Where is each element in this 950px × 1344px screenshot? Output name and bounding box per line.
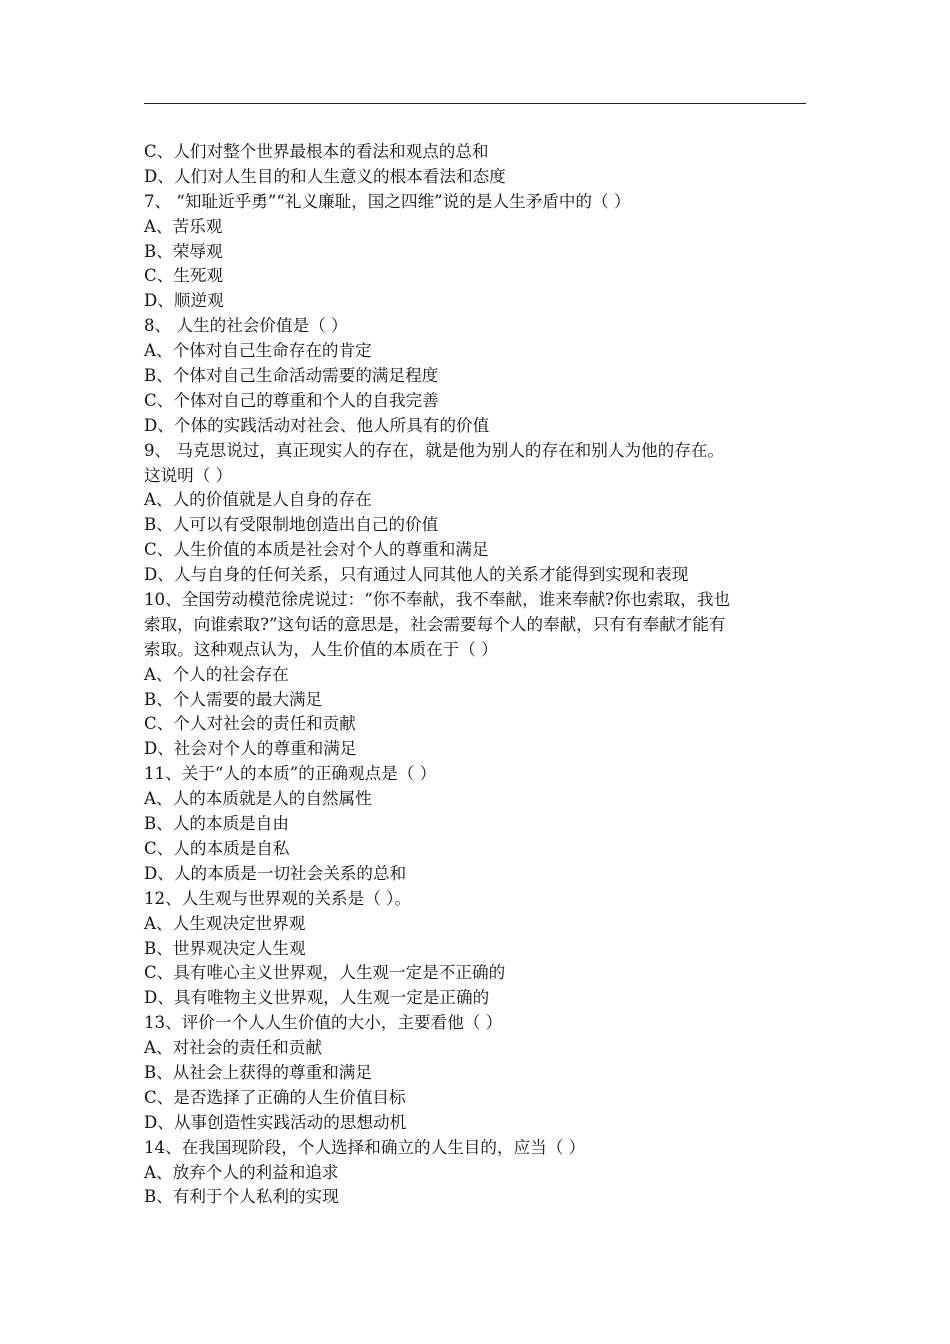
- question-12: 12、人生观与世界观的关系是（ ）。: [144, 888, 411, 908]
- option-b: B、人的本质是自由: [144, 814, 289, 834]
- option-d: D、人与自身的任何关系，只有通过人同其他人的关系才能得到实现和表现: [144, 565, 689, 585]
- header-rule: [144, 103, 806, 104]
- option-a: A、个体对自己生命存在的肯定: [144, 341, 372, 361]
- document-body: [144, 140, 810, 1210]
- option-a: A、苦乐观: [144, 216, 223, 236]
- option-b: B、世界观决定人生观: [144, 938, 306, 958]
- question-8: 8、 人生的社会价值是（ ）: [144, 316, 348, 336]
- question-9: 9、 马克思说过，真正现实人的存在，就是他为别人的存在和别人为他的存在。: [144, 440, 725, 460]
- option-b: B、荣辱观: [144, 241, 223, 261]
- question-10: 10、全国劳动模范徐虎说过：“你不奉献，我不奉献，谁来奉献?你也索取，我也: [144, 590, 731, 610]
- option-d: D、人的本质是一切社会关系的总和: [144, 863, 407, 883]
- option-b: B、人可以有受限制地创造出自己的价值: [144, 515, 439, 535]
- option-a: A、人的本质就是人的自然属性: [144, 789, 372, 809]
- option-a: A、对社会的责任和贡献: [144, 1038, 322, 1058]
- option-b: B、有利于个人私利的实现: [144, 1187, 339, 1207]
- question-7: 7、 “知耻近乎勇”“礼义廉耻，国之四维”说的是人生矛盾中的（ ）: [144, 191, 631, 211]
- option-a: A、个人的社会存在: [144, 664, 289, 684]
- option-a: A、人的价值就是人自身的存在: [144, 490, 372, 510]
- option-c: C、具有唯心主义世界观，人生观一定是不正确的: [144, 963, 506, 983]
- question-10-cont: 索取，向谁索取?”这句话的意思是，社会需要每个人的奉献，只有有奉献才能有: [144, 614, 726, 634]
- question-13: 13、评价一个人人生价值的大小，主要看他（ ）: [144, 1013, 503, 1033]
- option-d: D、具有唯物主义世界观，人生观一定是正确的: [144, 988, 490, 1008]
- option-b: B、个人需要的最大满足: [144, 689, 323, 709]
- option-d: D、社会对个人的尊重和满足: [144, 739, 357, 759]
- option-c: C、生死观: [144, 266, 224, 286]
- text-line: D、人们对人生目的和人生意义的根本看法和态度: [144, 166, 506, 186]
- option-c: C、个体对自己的尊重和个人的自我完善: [144, 390, 439, 410]
- question-11: 11、关于“人的本质”的正确观点是（ ）: [144, 764, 437, 784]
- option-a: A、人生观决定世界观: [144, 913, 306, 933]
- text-line: C、人们对整个世界最根本的看法和观点的总和: [144, 142, 489, 161]
- option-b: B、从社会上获得的尊重和满足: [144, 1062, 372, 1082]
- option-c: C、人的本质是自私: [144, 838, 290, 858]
- option-c: C、人生价值的本质是社会对个人的尊重和满足: [144, 540, 489, 560]
- option-a: A、放弃个人的利益和追求: [144, 1162, 339, 1182]
- question-10-cont: 索取。这种观点认为，人生价值的本质在于（ ）: [144, 639, 498, 659]
- option-c: C、个人对社会的责任和贡献: [144, 714, 356, 734]
- option-b: B、个体对自己生命活动需要的满足程度: [144, 366, 439, 386]
- option-d: D、从事创造性实践活动的思想动机: [144, 1112, 407, 1132]
- question-9-cont: 这说明（ ）: [144, 465, 233, 485]
- question-14: 14、在我国现阶段，个人选择和确立的人生目的，应当（ ）: [144, 1137, 586, 1157]
- option-d: D、顺逆观: [144, 291, 224, 311]
- option-d: D、个体的实践活动对社会、他人所具有的价值: [144, 415, 490, 435]
- option-c: C、是否选择了正确的人生价值目标: [144, 1087, 406, 1107]
